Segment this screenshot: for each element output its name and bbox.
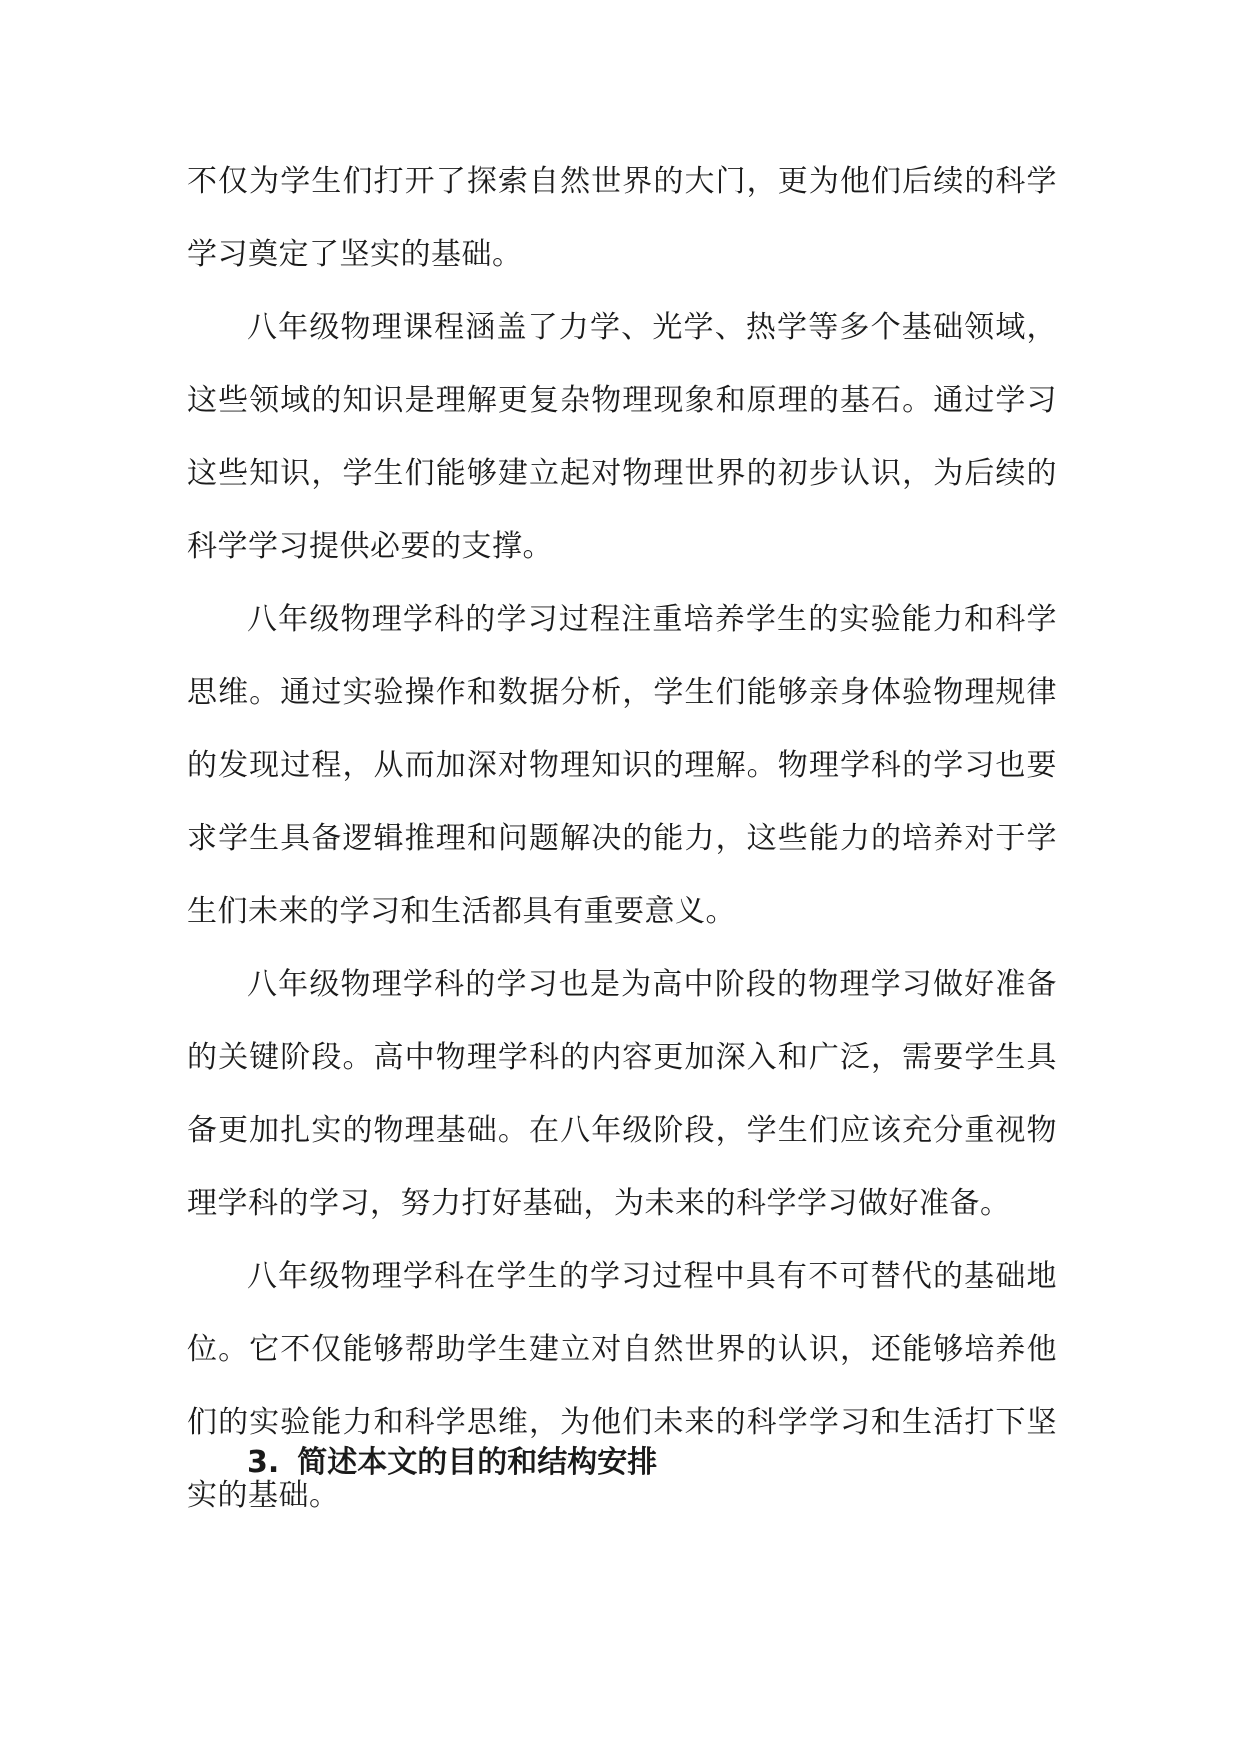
section-title: 简述本文的目的和结构安排 <box>297 1445 658 1480</box>
document-body <box>187 145 1057 1532</box>
section-heading <box>247 1443 657 1483</box>
paragraph-1: 不仅为学生们打开了探索自然世界的大门，更为他们后续的科学学习奠定了坚实的基础。 <box>187 164 1057 272</box>
paragraph-3: 八年级物理学科的学习过程注重培养学生的实验能力和科学思维。通过实验操作和数据分析，学生们能够亲身体验物理规律的发现过程，从而加深对物理知识的理解。物理学科的学习也要求学生具备逻辑推理和问题解决的能力，这些能力的培养对于学生们未来的学习和生活都具有重要意义。 <box>187 602 1057 929</box>
paragraph-2: 八年级物理课程涵盖了力学、光学、热学等多个基础领域，这些领域的知识是理解更复杂物理现象和原理的基石。通过学习这些知识，学生们能够建立起对物理世界的初步认识，为后续的科学学习提供必要的支撑。 <box>187 310 1057 564</box>
paragraph-5: 八年级物理学科在学生的学习过程中具有不可替代的基础地位。它不仅能够帮助学生建立对自然世界的认识，还能够培养他们的实验能力和科学思维，为他们未来的科学学习和生活打下坚实的基础。 <box>187 1259 1057 1513</box>
paragraph-4: 八年级物理学科的学习也是为高中阶段的物理学习做好准备的关键阶段。高中物理学科的内容更加深入和广泛，需要学生具备更加扎实的物理基础。在八年级阶段，学生们应该充分重视物理学科的学习，努力打好基础，为未来的科学学习做好准备。 <box>187 967 1057 1221</box>
section-number: 3. <box>247 1445 280 1480</box>
